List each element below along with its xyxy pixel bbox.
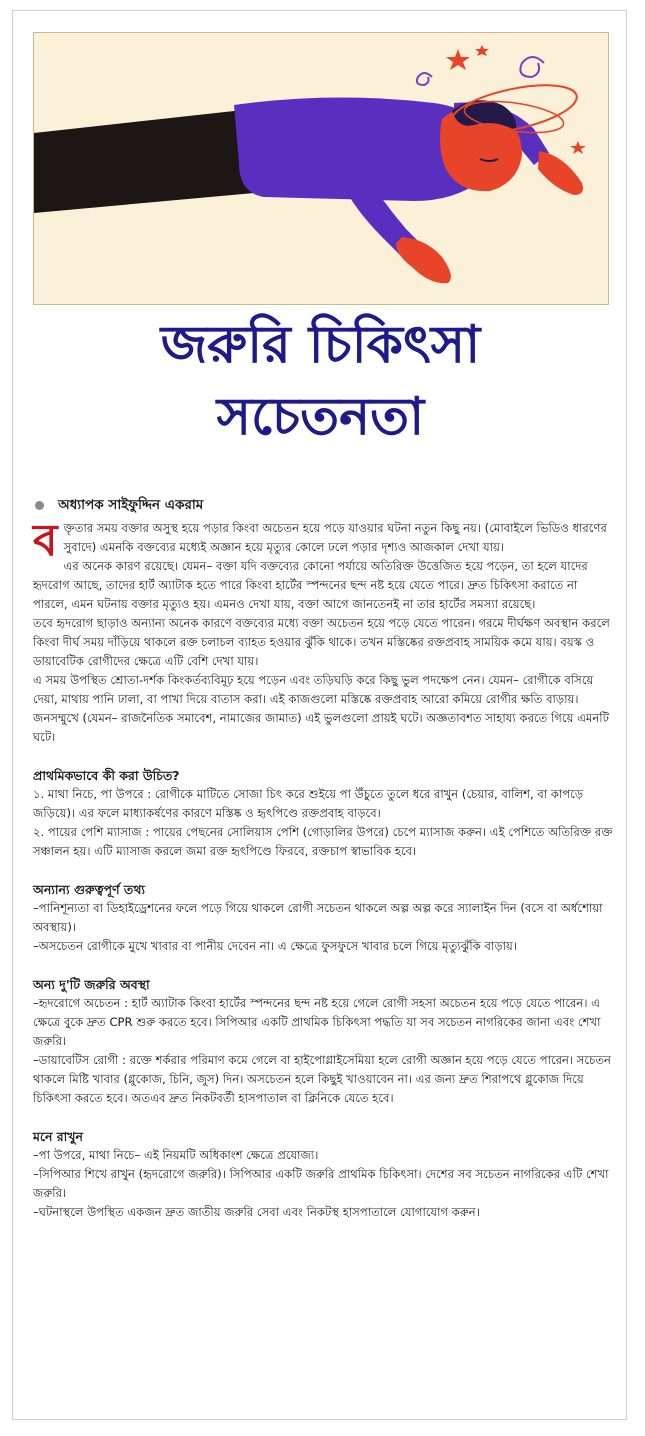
section-title-emergencies: অন্য দু'টি জরুরি অবস্থা <box>33 977 150 992</box>
bullet-dot-icon <box>35 501 44 510</box>
body-paragraph: এ সময় উপস্থিত শ্রোতা-দর্শক কিংকর্তব্যবিমূঢ় হয়ে পড়েন এবং তড়িঘড়ি করে কিছু ভুল পদক্ষেপ নেন। যেমন– রোগীকে বসিয়ে দেয়া, মাথায় পানি ঢালা, বা পাখা দিয়ে বাতাস করা। এই কাজগুলো মস্তিষ্কে রক্তপ্রবাহ আরো কমিয়ে রোগীর ক্ষতি বাড়ায়। জনসম্মুখে (যেমন– রাজনৈতিক সমাবেশ, নামাজের জামাত) এই ভুলগুলো প্রায়ই ঘটে। অজ্ঞতাবশত সাহায্য করতে গিয়ে এমনটি ঘটে। <box>33 673 609 744</box>
list-item: –ঘটনাস্থলে উপস্থিত একজন দ্রুত জাতীয় জরুরি সেবা এবং নিকটস্থ হাসপাতালে যোগাযোগ করুন। <box>33 1205 480 1219</box>
body-paragraph: তবে হৃদরোগ ছাড়াও অন্যান্য অনেক কারণে বক্তব্যের মধ্যে বক্তা অচেতন হয়ে পড়ে যেতে পারেন। গরমে দীর্ঘক্ষণ অবস্থান করলে কিংবা দীর্ঘ সময় দাঁড়িয়ে থাকলে রক্ত চলাচল ব্যাহত হওয়ার ঝুঁকি থাকে। তখন মস্তিষ্কের রক্তপ্রবাহ সাময়িক কমে যায়। বয়স্ক ও ডায়াবেটিক রোগীদের ক্ষেত্রে এটি বেশি দেখা যায়। <box>33 616 610 668</box>
fainted-person-illustration <box>33 32 609 305</box>
list-item: –ডায়াবেটিস রোগী : রক্তে শর্করার পরিমাণ কমে গেলে বা হাইপোগ্লাইসেমিয়া হলে রোগী অজ্ঞান হয়ে পড়ে যেতে পারেন। সচেতন থাকলে মিষ্টি খাবার (গ্লুকোজ, চিনি, জুস) দিন। অসচেতন হলে কিছুই খাওয়াবেন না। এর জন্য দ্রুত শিরাপথে গ্লুকোজ দিয়ে চিকিৎসা করতে হবে। অতএব দ্রুত নিকটবর্তী হাসপাতাল বা ক্লিনিকে যেতে হবে। <box>33 1053 611 1105</box>
intro-text: ক্তৃতার সময় বক্তার অসুস্থ হয়ে পড়ার কিংবা অচেতন হয়ে পড়ে যাওয়ার ঘটনা নতুন কিছু নয়। (মোবাইলে ভিডিও ধারণের সুবাদে) এমনকি বক্তব্যের মধ্যেই অজ্ঞান হয়ে মৃত্যুর কোলে ঢলে পড়ার দৃশ্যও আজকাল দেখা যায়। <box>63 521 607 554</box>
byline <box>35 494 203 517</box>
section-title-first-aid: প্রাথমিকভাবে কী করা উচিত? <box>33 768 180 783</box>
section-title-other-info: অন্যান্য গুরুত্বপূর্ণ তথ্য <box>33 882 146 897</box>
section-title-remember: মনে রাখুন <box>33 1129 83 1144</box>
dropcap-letter: ব <box>33 515 58 566</box>
author-name: অধ্যাপক সাইফুদ্দিন একরাম <box>58 497 204 513</box>
article-frame <box>12 10 627 1420</box>
list-item: –পা উপরে, মাথা নিচে– এই নিয়মটি অধিকাংশ ক্ষেত্রে প্রযোজ্য। <box>33 1148 319 1162</box>
list-item: ১. মাথা নিচে, পা উপরে : রোগীকে মাটিতে সোজা চিৎ করে শুইয়ে পা উঁচুতে তুলে ধরে রাখুন (চেয়ার, বালিশ, বা কাপড়ে জড়িয়ে)। এর ফলে মাধ্যাকর্ষণের কারণে মস্তিষ্ক ও হৃৎপিণ্ডে রক্তপ্রবাহ বাড়বে। <box>33 787 584 820</box>
headline-line-1: জরুরি চিকিৎসা <box>160 315 481 375</box>
list-item: –পানিশূন্যতা বা ডিহাইড্রেশনের ফলে পড়ে গিয়ে থাকলে রোগী সচেতন থাকলে অল্প অল্প করে স্যালাইন দিন (বসে বা অর্ধশোয়া অবস্থায়)। <box>33 901 603 934</box>
article-body <box>33 515 613 1222</box>
fainted-person-graphic <box>34 33 609 305</box>
body-paragraph: এর অনেক কারণ রয়েছে। যেমন– বক্তা যদি বক্তব্যের কোনো পর্যায়ে অতিরিক্ত উত্তেজিত হয়ে পড়েন, তা হলে যাদের হৃদরোগ আছে, তাদের হার্ট অ্যাটাক হতে পারে কিংবা হার্টের স্পন্দনের ছন্দ নষ্ট হয়ে যেতে পারে। দ্রুত চিকিৎসা করাতে না পারলে, এমন ঘটনায় বক্তার মৃত্যুও হয়। এমনও দেখা যায়, বক্তা আগে জানতেনই না তার হার্টের সমস্যা রয়েছে। <box>33 559 588 611</box>
list-item: ২. পায়ের পেশি ম্যাসাজ : পায়ের পেছনের সোলিয়াস পেশি (গোড়ালির উপরে) চেপে ম্যাসাজ করুন। এই পেশিতে অতিরিক্ত রক্ত সঞ্চালন হয়। এটি ম্যাসাজ করলে জমা রক্ত হৃৎপিণ্ডে ফিরবে, রক্তচাপ স্বাভাবিক হবে। <box>33 825 613 858</box>
list-item: –অসচেতন রোগীকে মুখে খাবার বা পানীয় দেবেন না। এ ক্ষেত্রে ফুসফুসে খাবার চলে গিয়ে মৃত্যুঝুঁকি বাড়ায়। <box>33 939 517 953</box>
intro-paragraph <box>33 515 613 566</box>
list-item: –সিপিআর শিখে রাখুন (হৃদরোগে জরুরি)। সিপিআর একটি জরুরি প্রাথমিক চিকিৎসা। দেশের সব সচেতন নাগরিকের এটি শেখা জরুরি। <box>33 1167 609 1200</box>
headline-line-2: সচেতনতা <box>216 387 425 447</box>
list-item: –হৃদরোগে অচেতন : হার্ট অ্যাটাক কিংবা হার্টের স্পন্দনের ছন্দ নষ্ট হয়ে গেলে রোগী সহসা অচেতন হয়ে পড়ে যেতে পারেন। এ ক্ষেত্রে বুকে দ্রুত CPR শুরু করতে হবে। সিপিআর একটি প্রাথমিক চিকিৎসা পদ্ধতি যা সব সচেতন নাগরিকের জানা এবং শেখা জরুরি। <box>33 996 601 1048</box>
